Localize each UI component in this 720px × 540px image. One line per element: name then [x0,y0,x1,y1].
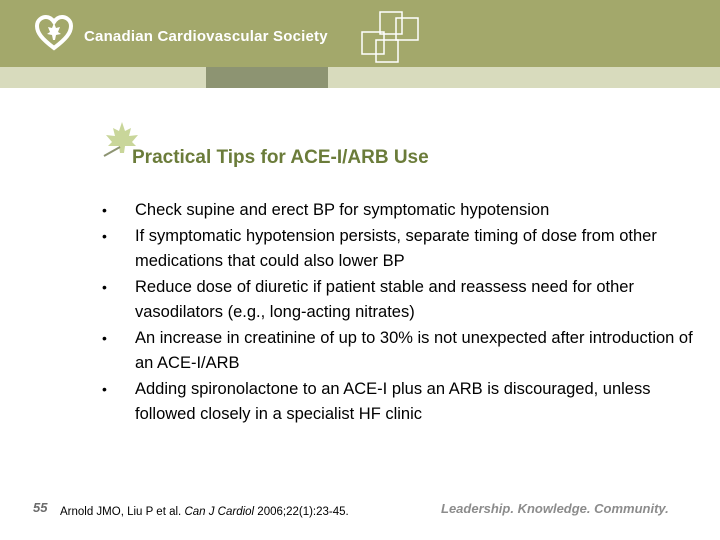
bullet-list [100,198,700,428]
bullet-item: • Adding spironolactone to an ACE-I plus an ARB is discouraged, unless followed closely in a specialist HF clinic [100,377,700,428]
citation-details: 2006;22(1):23-45. [254,506,349,518]
tagline: Leadership. Knowledge. Community. [441,501,669,516]
overlapping-squares-icon [356,10,426,66]
header-band-left [0,67,206,88]
citation [60,506,349,518]
org-name: Canadian Cardiovascular Society [84,28,328,45]
heart-maple-logo-icon [34,14,74,54]
header-bar [0,0,720,67]
bullet-item: • Reduce dose of diuretic if patient stable and reassess need for other vasodilators (e.g., long-acting nitrates) [100,275,700,326]
header-band-middle [206,67,328,88]
bullet-item: • If symptomatic hypotension persists, separate timing of dose from other medications that could also lower BP [100,224,700,275]
page-number: 55 [33,500,48,515]
bullet-item: • Check supine and erect BP for symptomatic hypotension [100,198,700,224]
slide-title: Practical Tips for ACE-I/ARB Use [132,147,429,168]
citation-authors: Arnold JMO, Liu P et al. [60,506,185,518]
bullet-item: • An increase in creatinine of up to 30% is not unexpected after introduction of an ACE-I/ARB [100,326,700,377]
header-band-right [328,67,720,88]
citation-journal: Can J Cardiol [184,506,255,518]
